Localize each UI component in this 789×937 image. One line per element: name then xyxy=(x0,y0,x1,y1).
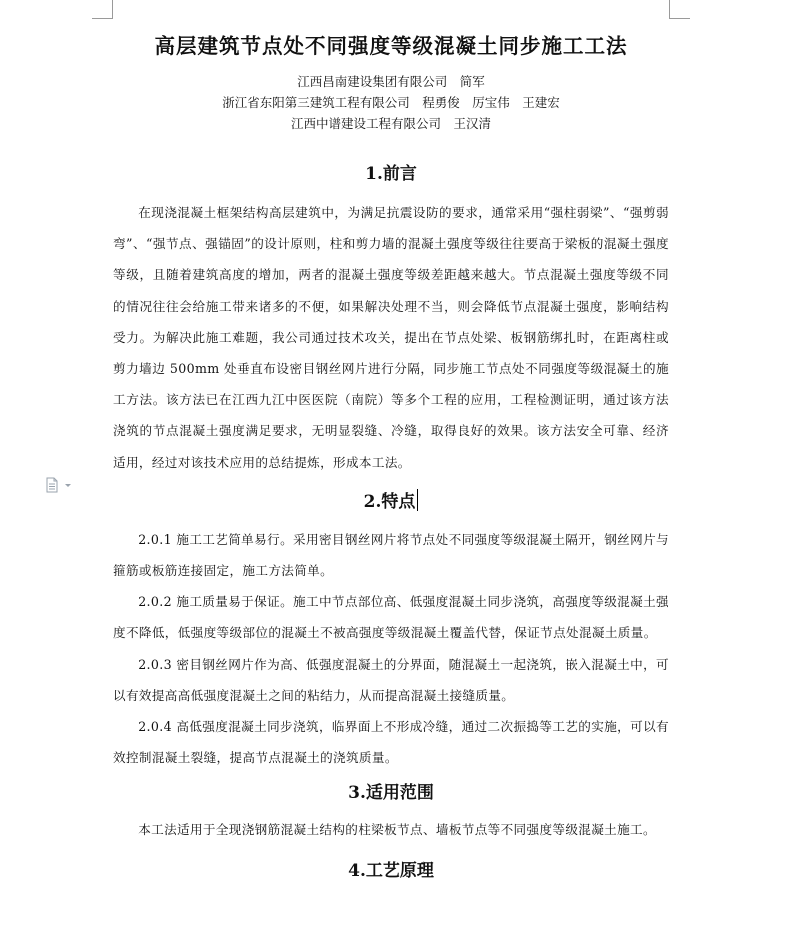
document-page[interactable] xyxy=(113,22,669,881)
author-line: 浙江省东阳第三建筑工程有限公司 程勇俊 厉宝伟 王建宏 xyxy=(222,95,560,110)
page-corner-mark-top-left xyxy=(92,0,113,19)
body-paragraph: 2.0.4 高低强度混凝土同步浇筑，临界面上不形成冷缝，通过二次振捣等工艺的实施，可以有效控制混凝土裂缝，提高节点混凝土的浇筑质量。 xyxy=(113,719,669,766)
section-heading-preface: 1.前言 xyxy=(365,164,417,184)
text-cursor xyxy=(417,489,418,511)
section-heading-principle: 4.工艺原理 xyxy=(348,860,434,881)
author-line: 江西中谱建设工程有限公司 王汉清 xyxy=(290,116,491,131)
section-heading-features xyxy=(113,487,669,512)
document-title: 高层建筑节点处不同强度等级混凝土同步施工工法 xyxy=(154,34,628,58)
author-line: 江西昌南建设集团有限公司 简军 xyxy=(297,74,485,89)
body-paragraph: 本工法适用于全现浇钢筋混凝土结构的柱梁板节点、墙板节点等不同强度等级混凝土施工。 xyxy=(138,822,656,838)
body-paragraph: 在现浇混凝土框架结构高层建筑中，为满足抗震设防的要求，通常采用“强柱弱梁”、“强剪弱弯”、“强节点、强锚固”的设计原则，柱和剪力墙的混凝土强度等级往往要高于梁板的混凝土强度等级，且随着建筑高度的增加，两者的混凝土强度等级差距越来越大。节点混凝土强度等级不同的情况往往会给施工带来诸多的不便，如果解决处理不当，则会降低节点混凝土强度，影响结构受力。为解决此施工难题，我公司通过技术攻关，提出在节点处梁、板钢筋绑扎时，在距离柱或剪力墙边 500mm 处垂直布设密目钢丝网片进行分隔，同步施工节点处不同强度等级混凝土的施工方法。该方法已在江西九江中医医院（南院）等多个工程的应用，工程检测证明，通过该方法浇筑的节点混凝土强度满足要求，无明显裂缝、冷缝，取得良好的效果。该方法安全可靠、经济适用，经过对该技术应用的总结提炼，形成本工法。 xyxy=(113,205,669,470)
body-paragraph: 2.0.2 施工质量易于保证。施工中节点部位高、低强度混凝土同步浇筑，高强度等级混凝土强度不降低，低强度等级部位的混凝土不被高强度等级混凝土覆盖代替，保证节点处混凝土质量。 xyxy=(113,594,669,641)
section-heading-scope: 3.适用范围 xyxy=(348,783,434,804)
body-paragraph: 2.0.1 施工工艺简单易行。采用密目钢丝网片将节点处不同强度等级混凝土隔开，钢丝网片与箍筋或板筋连接固定，施工方法简单。 xyxy=(113,531,669,579)
section-heading-text: 2.特点 xyxy=(363,491,416,512)
body-paragraph: 2.0.3 密目钢丝网片作为高、低强度混凝土的分界面，随混凝土一起浇筑，嵌入混凝土中，可以有效提高高低强度混凝土之间的粘结力，从而提高混凝土接缝质量。 xyxy=(113,656,669,703)
page-corner-mark-top-right xyxy=(669,0,690,19)
document-options-icon[interactable] xyxy=(44,477,74,493)
